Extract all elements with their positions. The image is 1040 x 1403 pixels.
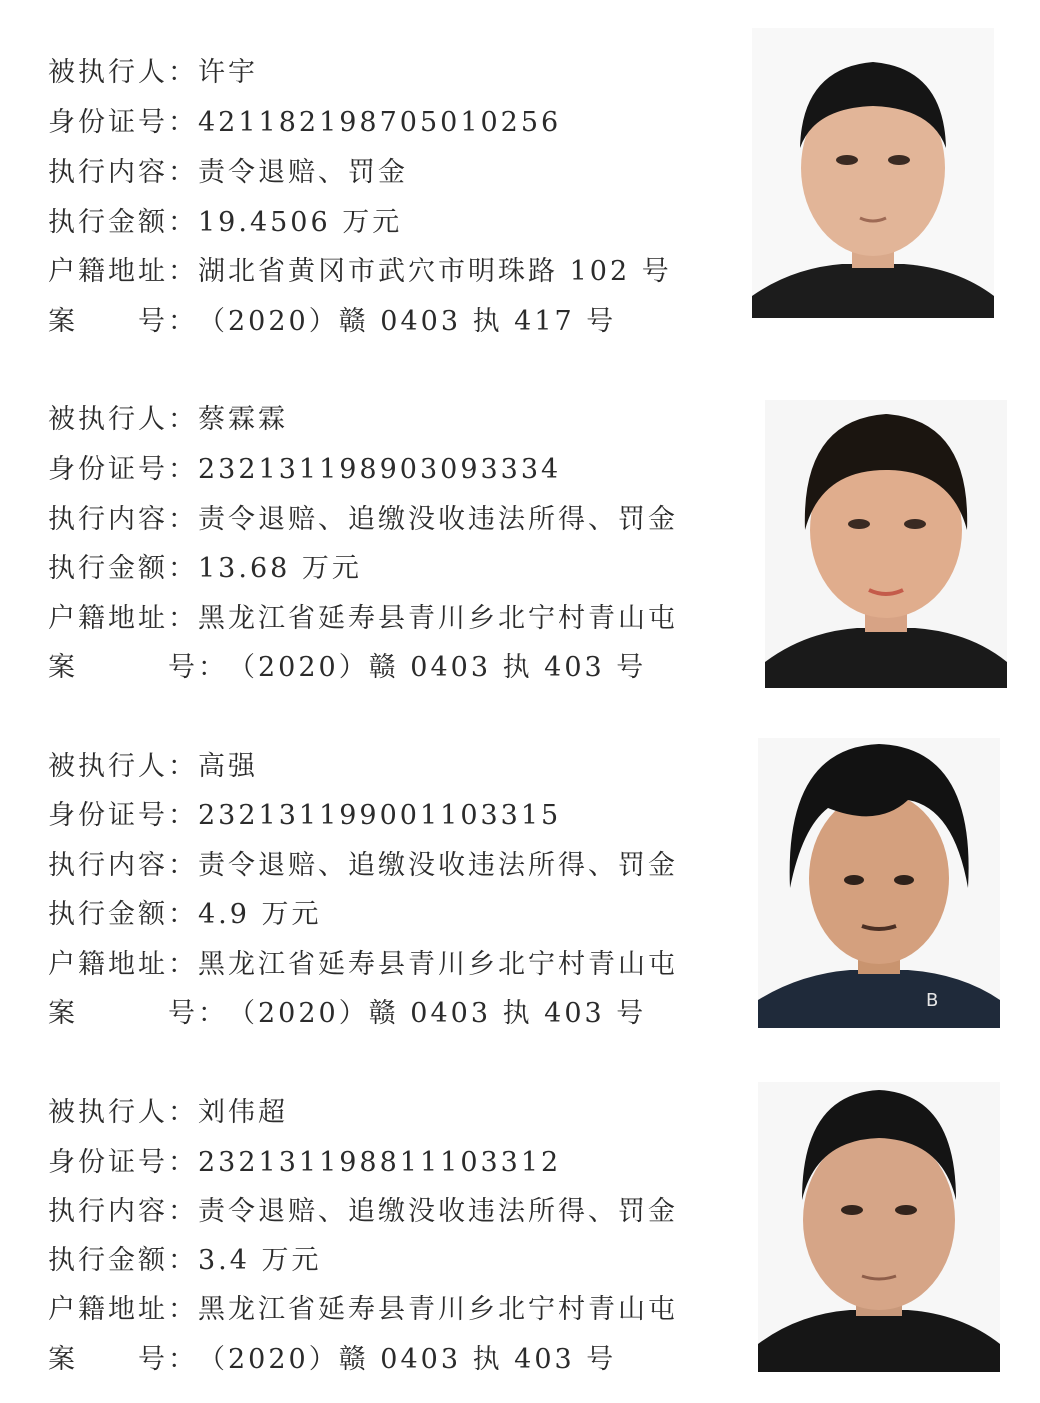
address-row: [48, 254, 672, 290]
portrait-photo: [758, 1082, 1000, 1372]
address-label: 户籍地址：: [48, 603, 198, 634]
content-row: [48, 848, 678, 884]
name-row: [48, 402, 288, 438]
name-row: [48, 749, 258, 785]
content-row: [48, 1194, 678, 1230]
id-row: [48, 105, 561, 141]
amount-row: [48, 551, 362, 587]
case-label: 案 号：: [48, 652, 228, 683]
amount-row: [48, 205, 402, 241]
name-label: 被执行人：: [48, 57, 198, 88]
address-label: 户籍地址：: [48, 1294, 198, 1325]
svg-text:B: B: [926, 990, 939, 1011]
case-label: 案 号：: [48, 1344, 198, 1375]
content-row: [48, 155, 408, 191]
content-value: 责令退赔、追缴没收违法所得、罚金: [198, 504, 678, 535]
id-value: 421182198705010256: [198, 107, 562, 138]
address-row: [48, 601, 678, 637]
case-row: [48, 996, 646, 1032]
name-row: [48, 55, 258, 91]
case-row: [48, 304, 616, 340]
amount-label: 执行金额：: [48, 207, 198, 238]
content-label: 执行内容：: [48, 504, 198, 535]
amount-value: 3.4 万元: [198, 1245, 322, 1276]
name-row: [48, 1095, 288, 1131]
address-value: 黑龙江省延寿县青川乡北宁村青山屯: [198, 1294, 678, 1325]
amount-label: 执行金额：: [48, 899, 198, 930]
portrait-photo: [765, 400, 1007, 688]
id-row: [48, 798, 561, 834]
case-row: [48, 650, 646, 686]
name-label: 被执行人：: [48, 404, 198, 435]
id-value: 232131198903093334: [198, 454, 562, 485]
id-label: 身份证号：: [48, 1147, 198, 1178]
id-label: 身份证号：: [48, 800, 198, 831]
amount-label: 执行金额：: [48, 1245, 198, 1276]
address-row: [48, 947, 678, 983]
content-label: 执行内容：: [48, 1196, 198, 1227]
amount-row: [48, 1243, 322, 1279]
portrait-photo: [752, 28, 994, 318]
address-label: 户籍地址：: [48, 256, 198, 287]
address-row: [48, 1292, 678, 1328]
id-label: 身份证号：: [48, 107, 198, 138]
name-label: 被执行人：: [48, 751, 198, 782]
amount-value: 13.68 万元: [198, 553, 362, 584]
id-value: 232131199001103315: [198, 800, 562, 831]
id-row: [48, 1145, 561, 1181]
case-value: （2020）赣 0403 执 403 号: [198, 1344, 617, 1375]
case-label: 案 号：: [48, 306, 198, 337]
content-value: 责令退赔、罚金: [198, 157, 408, 188]
address-value: 黑龙江省延寿县青川乡北宁村青山屯: [198, 949, 678, 980]
amount-label: 执行金额：: [48, 553, 198, 584]
id-row: [48, 452, 561, 488]
name-value: 刘伟超: [198, 1097, 288, 1128]
amount-row: [48, 897, 322, 933]
case-value: （2020）赣 0403 执 417 号: [198, 306, 617, 337]
case-row: [48, 1342, 616, 1378]
name-value: 蔡霖霖: [198, 404, 288, 435]
portrait-photo: [758, 738, 1000, 1028]
id-value: 232131198811103312: [198, 1147, 562, 1178]
content-value: 责令退赔、追缴没收违法所得、罚金: [198, 850, 678, 881]
address-value: 黑龙江省延寿县青川乡北宁村青山屯: [198, 603, 678, 634]
amount-value: 19.4506 万元: [198, 207, 403, 238]
name-value: 高强: [198, 751, 258, 782]
content-label: 执行内容：: [48, 850, 198, 881]
case-value: （2020）赣 0403 执 403 号: [228, 998, 647, 1029]
content-row: [48, 502, 678, 538]
address-label: 户籍地址：: [48, 949, 198, 980]
amount-value: 4.9 万元: [198, 899, 322, 930]
content-label: 执行内容：: [48, 157, 198, 188]
address-value: 湖北省黄冈市武穴市明珠路 102 号: [198, 256, 672, 287]
content-value: 责令退赔、追缴没收违法所得、罚金: [198, 1196, 678, 1227]
case-value: （2020）赣 0403 执 403 号: [228, 652, 647, 683]
name-value: 许宇: [198, 57, 258, 88]
id-label: 身份证号：: [48, 454, 198, 485]
case-label: 案 号：: [48, 998, 228, 1029]
name-label: 被执行人：: [48, 1097, 198, 1128]
